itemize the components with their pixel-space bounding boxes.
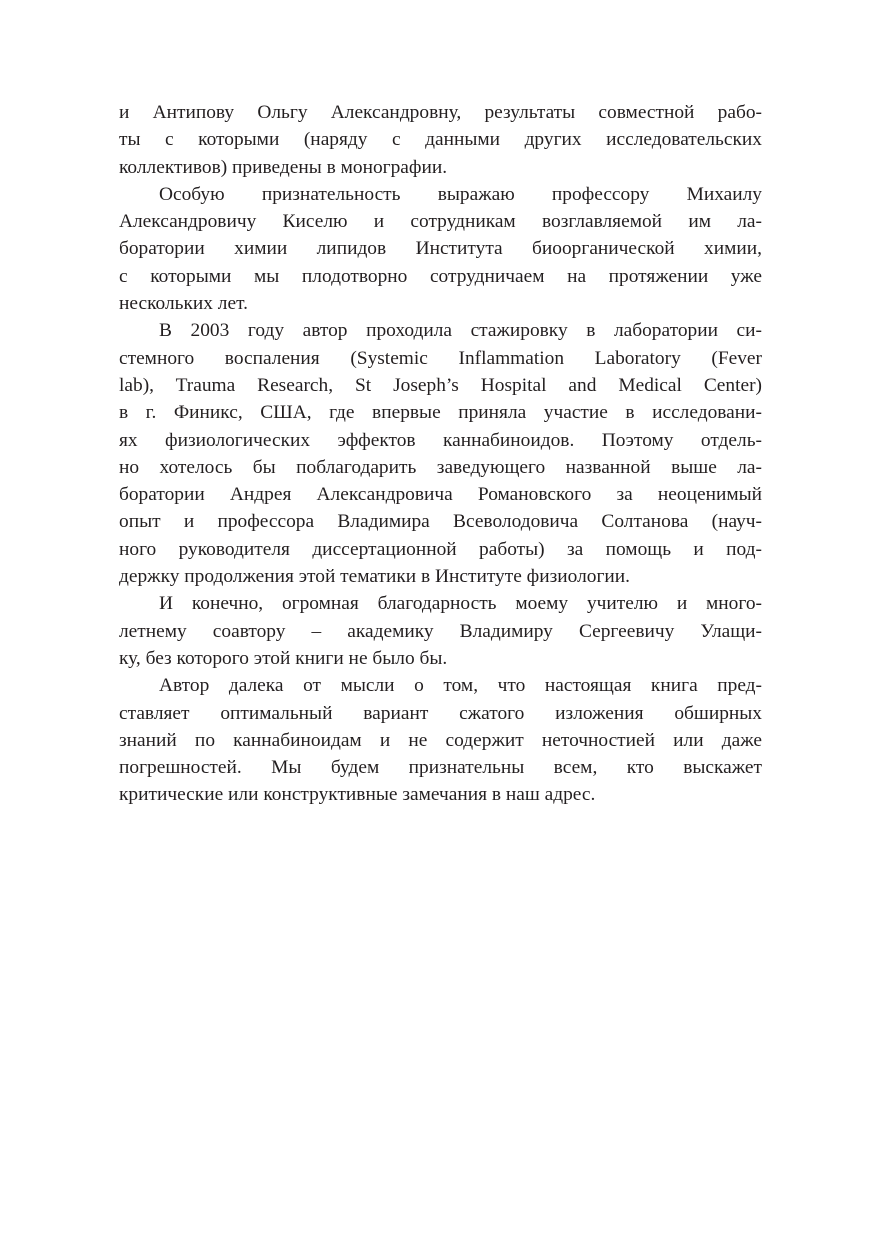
paragraph-gratitude-kisel [119, 181, 762, 317]
text-line: в г. Финикс, США, где впервые приняла участие в исследовани- [119, 402, 762, 424]
text-line: коллективов) приведены в монографии. [119, 156, 448, 178]
text-line: Особую признательность выражаю профессору Михаилу [159, 183, 762, 205]
text-line: и Антипову Ольгу Александровну, результаты совместной рабо- [119, 102, 762, 123]
paragraph-internship [119, 317, 762, 590]
text-line: ставляет оптимальный вариант сжатого изложения обширных [119, 702, 762, 724]
text-line: погрешностей. Мы будем признательны всем, кто выскажет [119, 757, 762, 779]
text-line: опыт и профессора Владимира Всеволодовича Солтанова (науч- [119, 511, 762, 533]
paragraph-disclaimer [119, 672, 762, 808]
text-line: нескольких лет. [119, 293, 248, 315]
text-line: боратории химии липидов Института биоорганической химии, [119, 238, 762, 260]
text-line: знаний по каннабиноидам и не содержит неточностией или даже [119, 729, 762, 751]
text-line: ку, без которого этой книги не было бы. [119, 647, 448, 669]
body-text [119, 99, 762, 809]
text-line: И конечно, огромная благодарность моему учителю и много- [159, 593, 762, 615]
text-line: ты с которыми (наряду с данными других исследовательских [119, 129, 762, 151]
paragraph-teacher [119, 590, 762, 672]
text-line: с которыми мы плодотворно сотрудничаем на протяжении уже [119, 265, 762, 287]
paragraph-continuation [119, 99, 762, 181]
text-line: Александровичу Киселю и сотрудникам возглавляемой им ла- [119, 211, 762, 233]
text-line: ях физиологических эффектов каннабиноидов. Поэтому отдель- [119, 429, 762, 451]
text-line: держку продолжения этой тематики в Институте физиологии. [119, 566, 631, 588]
text-line: критические или конструктивные замечания в наш адрес. [119, 784, 596, 806]
text-line: В 2003 году автор проходила стажировку в лаборатории си- [159, 320, 762, 342]
text-line: боратории Андрея Александровича Романовского за неоценимый [119, 484, 762, 506]
text-line: Автор далека от мысли о том, что настоящая книга пред- [159, 675, 762, 697]
text-line: летнему соавтору – академику Владимиру Сергеевичу Улащи- [119, 620, 762, 642]
text-line: стемного воспаления (Systemic Inflammation Laboratory (Fever [119, 347, 762, 369]
text-line: но хотелось бы поблагодарить заведующего названной выше ла- [119, 456, 762, 478]
text-line: ного руководителя диссертационной работы) за помощь и под- [119, 538, 762, 560]
text-line: lab), Trauma Research, St Joseph’s Hospital and Medical Center) [119, 374, 762, 396]
